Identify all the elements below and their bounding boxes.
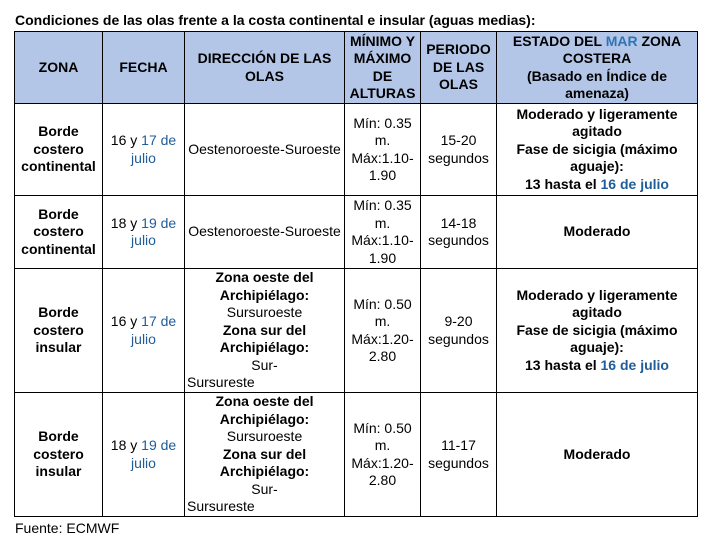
date-cell <box>103 196 185 269</box>
date-end: 17 de julio <box>131 313 177 347</box>
period-cell: 15-20 segundos <box>421 104 497 196</box>
date-cell <box>103 393 185 517</box>
height-cell <box>345 269 421 393</box>
direction-south-value-a: Sur- <box>251 356 278 373</box>
height-min: Mín: 0.50 m. <box>353 419 412 453</box>
direction-south-value-b: Sursureste <box>187 498 255 515</box>
zone-cell: Borde costero insular <box>15 393 103 517</box>
header-estado-mar: MAR <box>605 32 638 49</box>
direction-south-value-b: Sursureste <box>187 374 255 391</box>
date-cell <box>103 104 185 196</box>
height-cell <box>345 393 421 517</box>
state-line-3-date: 16 de julio <box>600 356 669 373</box>
height-max: Máx:1.20-2.80 <box>351 330 414 364</box>
header-estado-pre: ESTADO DEL <box>512 32 606 49</box>
header-estado <box>497 32 698 104</box>
date-end: 19 de julio <box>131 437 177 471</box>
date-start: 18 y <box>110 437 142 453</box>
direction-south-value-a: Sur- <box>251 480 278 497</box>
header-alturas: MÍNIMO Y MÁXIMO DE ALTURAS <box>345 32 421 104</box>
height-max: Máx:1.20-2.80 <box>351 454 414 488</box>
direction-south-label: Zona sur del Archipiélago: <box>219 321 310 356</box>
state-cell: Moderado <box>497 393 698 517</box>
header-direccion: DIRECCIÓN DE LAS OLAS <box>185 32 345 104</box>
direction-west-label: Zona oeste del Archipiélago: <box>215 393 314 427</box>
direction-west-value: Sursuroeste <box>226 428 303 445</box>
direction-cell <box>185 393 345 517</box>
state-cell <box>497 104 698 196</box>
waves-table <box>14 31 698 517</box>
table-row <box>15 393 698 517</box>
direction-cell: Oestenoroeste-Suroeste <box>185 104 345 196</box>
zone-cell: Borde costero insular <box>15 269 103 393</box>
height-min: Mín: 0.35 m. <box>353 197 412 231</box>
period-cell: 14-18 segundos <box>421 196 497 269</box>
height-max: Máx:1.10-1.90 <box>351 149 414 183</box>
direction-cell: Oestenoroeste-Suroeste <box>185 196 345 269</box>
header-periodo: PERIODO DE LAS OLAS <box>421 32 497 104</box>
state-line-1: Moderado y ligeramente agitado <box>516 105 678 140</box>
date-end: 19 de julio <box>131 214 177 248</box>
state-line-3-date: 16 de julio <box>600 175 669 192</box>
date-start: 16 y <box>110 313 142 329</box>
table-row <box>15 269 698 393</box>
date-start: 16 y <box>110 132 142 148</box>
zone-cell: Borde costero continental <box>15 196 103 269</box>
height-max: Máx:1.10-1.90 <box>351 232 414 266</box>
period-cell: 11-17 segundos <box>421 393 497 517</box>
state-line-3 <box>499 357 695 375</box>
state-line-3-start: 13 hasta el <box>525 175 601 192</box>
table-row <box>15 196 698 269</box>
state-cell: Moderado <box>497 196 698 269</box>
zone-cell: Borde costero continental <box>15 104 103 196</box>
header-zona: ZONA <box>15 32 103 104</box>
direction-west-value: Sursuroeste <box>226 304 303 321</box>
date-cell <box>103 269 185 393</box>
header-estado-sub: (Basado en Índice de amenaza) <box>526 67 668 101</box>
height-min: Mín: 0.50 m. <box>353 295 412 329</box>
period-cell: 9-20 segundos <box>421 269 497 393</box>
state-cell <box>497 269 698 393</box>
height-min: Mín: 0.35 m. <box>353 114 412 148</box>
state-line-2: Fase de sicigia (máximo aguaje): <box>516 140 678 175</box>
state-line-2: Fase de sicigia (máximo aguaje): <box>516 321 678 356</box>
date-start: 18 y <box>110 214 142 231</box>
header-estado-post: ZONA COSTERA <box>562 32 682 66</box>
height-cell <box>345 196 421 269</box>
height-cell <box>345 104 421 196</box>
header-fecha: FECHA <box>103 32 185 104</box>
direction-west-label: Zona oeste del Archipiélago: <box>215 269 314 303</box>
header-row <box>15 32 698 104</box>
state-line-3 <box>499 176 695 194</box>
state-line-1: Moderado y ligeramente agitado <box>516 286 678 321</box>
table-row <box>15 104 698 196</box>
state-line-3-start: 13 hasta el <box>525 356 601 373</box>
date-end: 17 de julio <box>131 132 177 166</box>
direction-south-label: Zona sur del Archipiélago: <box>219 445 310 480</box>
page-title: Condiciones de las olas frente a la costa continental e insular (aguas medias): <box>15 12 536 28</box>
source-note: Fuente: ECMWF <box>15 520 120 536</box>
direction-cell <box>185 269 345 393</box>
